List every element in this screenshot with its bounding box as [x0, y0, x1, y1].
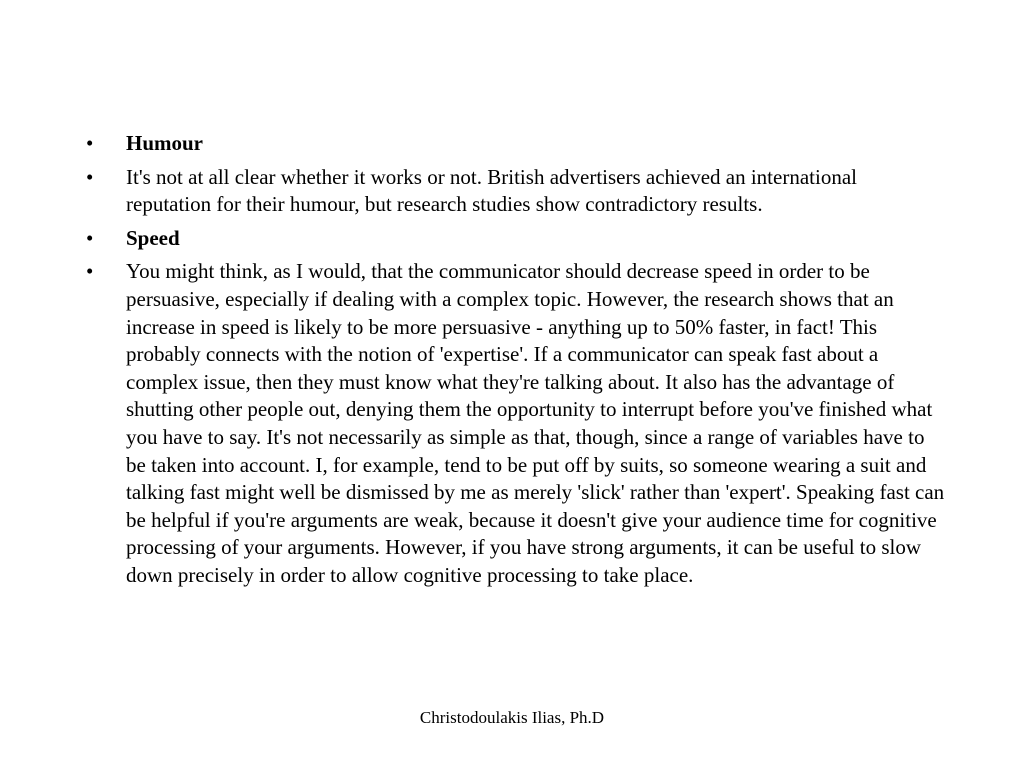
heading-speed: Speed — [126, 225, 180, 250]
heading-humour: Humour — [126, 131, 204, 155]
bullet-icon: • — [86, 259, 94, 284]
bullet-humour-body — [86, 164, 946, 219]
footer-author: Christodoulakis Ilias, Ph.D — [419, 708, 605, 727]
bullet-icon: • — [86, 164, 94, 189]
bullet-heading-humour — [86, 130, 946, 158]
humour-paragraph: It's not at all clear whether it works or not. British advertisers achieved an international reputation for their humour, but research studies show contradictory results. — [126, 164, 857, 217]
slide-footer — [0, 707, 1024, 729]
bullet-speed-body — [86, 258, 946, 589]
slide-bullet-list — [86, 130, 946, 596]
bullet-icon: • — [86, 131, 94, 155]
bullet-heading-speed — [86, 225, 946, 253]
speed-paragraph: You might think, as I would, that the communicator should decrease speed in order to be persuasive, especially if dealing with a complex topic. However, the research shows that an increase in speed is likely to be more persuasive - anything up to 50% faster, in fact! This probably connects with the notion of 'expertise'. If a communicator can speak fast about a complex issue, then they must know what they're talking about. It also has the advantage of shutting other people out, denying them the opportunity to interrupt before you've finished what you have to say. It's not necessarily as simple as that, though, since a range of variables have to be taken into account. I, for example, tend to be put off by suits, so someone wearing a suit and talking fast might well be dismissed by me as merely 'slick' rather than 'expert'. Speaking fast can be helpful if you're arguments are weak, because it doesn't give your audience time for cognitive processing of your arguments. However, if you have strong arguments, it can be useful to slow down precisely in order to allow cognitive processing to take place. — [126, 259, 945, 587]
bullet-icon: • — [86, 225, 94, 250]
